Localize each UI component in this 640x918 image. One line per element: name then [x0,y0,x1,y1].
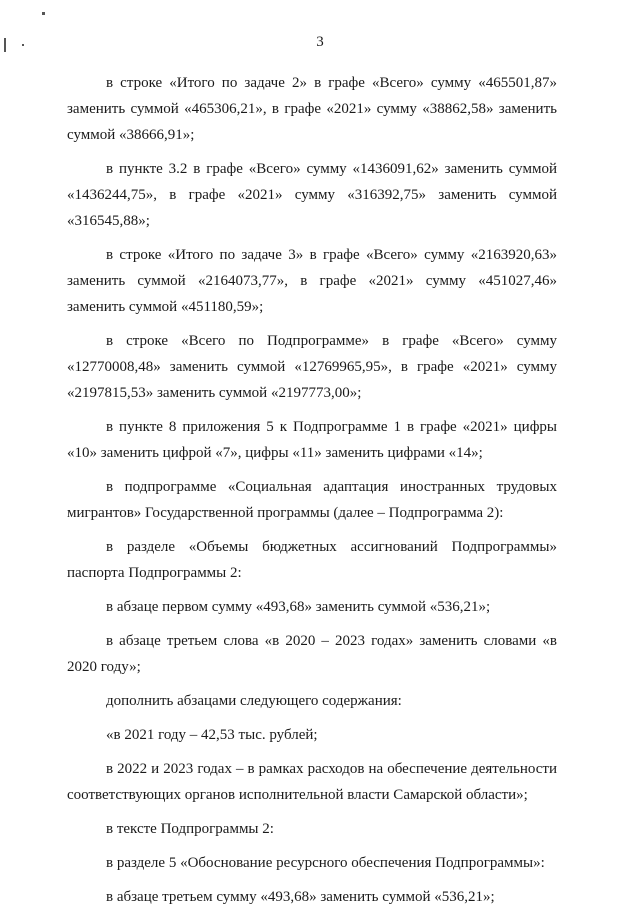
scan-mark [42,12,45,15]
paragraph: «в 2021 году – 42,53 тыс. рублей; [106,727,318,743]
paragraph: в строке «Итого по задаче 2» в графе «Всего» сумму «465501,87» заменить суммой «465306,21», в графе «2021» сумму «38862,58» заменить суммой «38666,91»; [67,75,557,143]
paragraph: в абзаце третьем слова «в 2020 – 2023 годах» заменить словами «в 2020 году»; [67,633,557,675]
paragraph: в подпрограмме «Социальная адаптация иностранных трудовых мигрантов» Государственной программы (далее – Подпрограмма 2): [67,479,557,521]
paragraph: в тексте Подпрограммы 2: [106,821,274,837]
page-number: 3 [316,34,324,50]
paragraph: дополнить абзацами следующего содержания: [106,693,402,709]
paragraph: в пункте 3.2 в графе «Всего» сумму «1436091,62» заменить суммой «1436244,75», в графе «2021» сумму «316392,75» заменить суммой «316545,88»; [67,161,557,229]
paragraph: в абзаце первом сумму «493,68» заменить суммой «536,21»; [106,599,491,615]
paragraph: в строке «Всего по Подпрограмме» в графе «Всего» сумму «12770008,48» заменить суммой «12769965,95», в графе «2021» сумму «2197815,53» заменить суммой «2197773,00»; [67,333,557,401]
paragraph: в строке «Итого по задаче 3» в графе «Всего» сумму «2163920,63» заменить суммой «2164073,77», в графе «2021» сумму «451027,46» заменить суммой «451180,59»; [67,247,557,315]
document-body [67,70,557,918]
paragraph: в 2022 и 2023 годах – в рамках расходов на обеспечение деятельности соответствующих органов исполнительной власти Самарской области»; [67,761,557,803]
paragraph: в пункте 8 приложения 5 к Подпрограмме 1 в графе «2021» цифры «10» заменить цифрой «7», цифры «11» заменить цифрами «14»; [67,419,557,461]
paragraph: в абзаце третьем сумму «493,68» заменить суммой «536,21»; [106,889,495,905]
paragraph: в разделе «Объемы бюджетных ассигнований Подпрограммы» паспорта Подпрограммы 2: [67,539,557,581]
paragraph: в разделе 5 «Обоснование ресурсного обеспечения Подпрограммы»: [106,855,545,871]
